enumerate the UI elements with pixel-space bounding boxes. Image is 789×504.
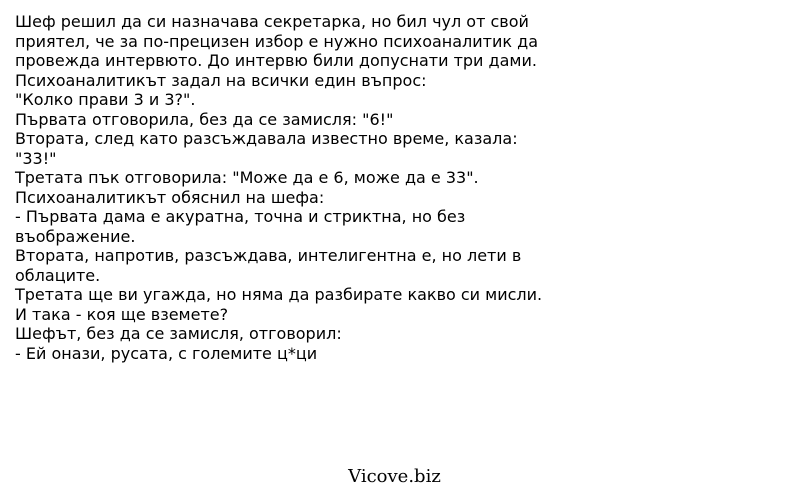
joke-line: Втората, след като разсъждавала известно време, казала: [15, 129, 518, 148]
joke-line: "Колко прави 3 и 3?". [15, 90, 196, 109]
joke-line: облаците. [15, 265, 101, 285]
joke-text [15, 12, 775, 363]
joke-line: въображение. [15, 226, 136, 246]
joke-line: Третата ще ви угажда, но няма да разбирате какво си мисли. [15, 285, 543, 304]
joke-line: И така - коя ще вземете? [15, 304, 229, 324]
joke-line: провежда интервюто. До интервю били допуснати три дами. [15, 51, 537, 70]
site-watermark: Vicove.biz [348, 466, 441, 487]
joke-line: "33!" [15, 148, 57, 168]
joke-line: - Ей онази, русата, с големите ц*ци [15, 343, 318, 363]
joke-line: Третата пък отговорила: "Може да е 6, може да е 33". [15, 168, 479, 187]
joke-line: Психоаналитикът обяснил на шефа: [15, 187, 325, 207]
joke-line: Психоаналитикът задал на всички един въпрос: [15, 70, 427, 90]
joke-line: Шефът, без да се замисля, отговорил: [15, 324, 342, 343]
joke-line: Шеф решил да си назначава секретарка, но бил чул от свой [15, 12, 529, 31]
joke-line: приятел, че за по-прецизен избор е нужно психоаналитик да [15, 31, 539, 51]
joke-line: - Първата дама е акуратна, точна и стриктна, но без [15, 207, 466, 226]
joke-line: Първата отговорила, без да се замисля: "6!" [15, 109, 394, 129]
joke-line: Втората, напротив, разсъждава, интелигентна е, но лети в [15, 246, 522, 265]
